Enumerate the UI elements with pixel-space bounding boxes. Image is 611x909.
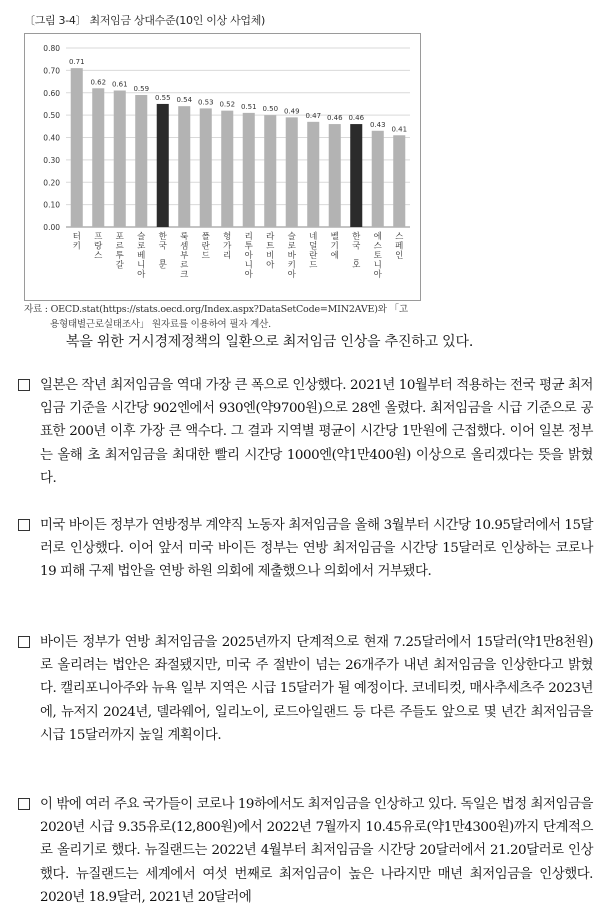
- data-label: 0.52: [219, 100, 236, 109]
- y-tick-label: 0.20: [43, 178, 60, 188]
- bar: [350, 124, 362, 227]
- x-tick-label: 룩 셈 부 르 크: [180, 232, 189, 280]
- x-tick-label: 스 페 인: [395, 232, 404, 261]
- y-tick-label: 0.80: [43, 44, 60, 53]
- chart-svg: [25, 34, 420, 300]
- y-tick-label: 0.00: [43, 223, 60, 232]
- bullet-box-icon: [18, 636, 30, 648]
- paragraph-text: 이 밖에 여러 주요 국가들이 코로나 19하에서도 최저임금을 인상하고 있다. 독일은 법정 최저임금을 2020년 시급 9.35유로(12,800원)에서 2022년 7월까지 10.45유로(약1만4300원)까지 단계적으로 올리기로 했다. 뉴질랜드는 2022년 4월부터 최저임금을 시간당 20달러에서 21.20달러로 인상했다. 뉴질랜드는 세계에서 여섯 번째로 최저임금이 높은 나라지만 매년 최저임금을 인상했다. 2020년 18.9달러, 2021년 20달러에: [40, 797, 593, 905]
- figure-title: 〔그림 3-4〕 최저임금 상대수준(10인 이상 사업체): [24, 14, 266, 27]
- data-label: 0.54: [176, 96, 193, 105]
- bar: [114, 91, 126, 227]
- data-label: 0.47: [305, 111, 322, 120]
- x-tick-label: 에 스 토 니 아: [373, 232, 382, 280]
- x-tick-label: 터 키: [72, 232, 81, 252]
- x-tick-label: 라 트 비 아: [266, 232, 275, 271]
- data-label: 0.49: [283, 107, 300, 116]
- x-tick-label: 프 랑 스: [94, 232, 103, 261]
- paragraph-text: 바이든 정부가 연방 최저임금을 2025년까지 단계적으로 현재 7.25달러에서 15달러(약1만8천원)로 올리려는 법안은 좌절됐지만, 미국 주 절반이 넘는 26개주가 내년 최저임금을 인상한다고 밝혔다. 캘리포니아주와 뉴욕 일부 지역은 시급 15달러가 될 예정이다. 코네티컷, 매사추세츠주 2023년에, 뉴저지 2024년, 델라웨어, 일리노이, 로드아일랜드 등 다른 주들도 앞으로 몇 년간 최저임금을 시급 15달러까지 높일 계획이다.: [40, 635, 593, 743]
- paragraph-text: 일본은 작년 최저임금을 역대 가장 큰 폭으로 인상했다. 2021년 10월부터 적용하는 전국 평균 최저임금 기준을 시간당 902엔에서 930엔(약9700원)으로 28엔 올렸다. 최저임금을 시급 기준으로 공표한 200년 이후 가장 큰 액수다. 그 결과 지역별 평균이 시간당 1만원에 근접했다. 이어 일본 정부는 올해 초 최저임금을 최대한 빨리 시간당 1000엔(약1만400원) 이상으로 올리겠다는 뜻을 밝혔다.: [40, 378, 593, 486]
- bar: [243, 113, 255, 227]
- bar-chart: [24, 33, 421, 301]
- x-tick-label: 네 덜 란 드: [309, 232, 318, 271]
- x-tick-label: 리 투 아 니 아: [244, 232, 253, 280]
- data-label: 0.51: [240, 102, 257, 111]
- bar: [157, 104, 169, 227]
- paragraph-text: 미국 바이든 정부가 연방정부 계약직 노동자 최저임금을 올해 3월부터 시간당 10.95달러에서 15달러로 인상했다. 이어 앞서 미국 바이든 정부는 연방 최저임금을 시간당 15달러로 인상하는 코로나19 피해 구제 법안을 연방 하원 의회에 제출했으나 의회에서 거부됐다.: [40, 518, 593, 580]
- paragraph-us-states: [18, 631, 593, 747]
- x-tick-label: 슬 로 바 키 아: [287, 232, 296, 280]
- bar: [178, 106, 190, 227]
- bar: [200, 108, 212, 227]
- data-label: 0.43: [369, 120, 386, 129]
- data-label: 0.71: [68, 58, 85, 67]
- bar: [307, 122, 319, 227]
- bar: [71, 68, 83, 227]
- paragraph-japan: [18, 374, 593, 490]
- bullet-box-icon: [18, 519, 30, 531]
- x-tick-label: 헝 가 리: [223, 232, 232, 261]
- bar: [286, 117, 298, 227]
- y-tick-label: 0.10: [43, 200, 60, 210]
- bar: [264, 115, 276, 227]
- paragraph-other-countries: [18, 793, 593, 909]
- y-tick-label: 0.40: [43, 133, 60, 143]
- y-tick-label: 0.60: [43, 88, 60, 98]
- data-label: 0.46: [326, 114, 343, 123]
- data-label: 0.55: [154, 93, 171, 102]
- x-tick-label: 벨 기 에: [330, 232, 339, 261]
- x-tick-label: 포 르 투 갈: [115, 232, 124, 271]
- x-tick-label: 슬 로 베 니 아: [137, 232, 146, 280]
- bar: [393, 135, 405, 227]
- y-tick-label: 0.30: [43, 155, 60, 165]
- data-label: 0.62: [90, 78, 107, 87]
- x-tick-label: 한 국 _ 오: [352, 232, 361, 271]
- data-label: 0.41: [391, 125, 408, 134]
- bar: [329, 124, 341, 227]
- bullet-box-icon: [18, 379, 30, 391]
- bar: [221, 111, 233, 227]
- bullet-box-icon: [18, 798, 30, 810]
- lead-line: 복을 위한 거시경제정책의 일환으로 최저임금 인상을 추진하고 있다.: [66, 334, 474, 350]
- data-label: 0.50: [262, 105, 279, 114]
- data-label: 0.59: [133, 84, 150, 93]
- source-line-1: 자료 : OECD.stat(https://stats.oecd.org/Index.aspx?DataSetCode=MIN2AVE)와 「고: [24, 304, 408, 315]
- y-tick-label: 0.50: [43, 111, 60, 121]
- paragraph-us-federal: [18, 514, 593, 584]
- data-label: 0.53: [197, 98, 214, 107]
- figure-source: [24, 302, 444, 332]
- source-line-2: 용형태별근로실태조사」 원자료를 이용하여 필자 계산.: [50, 319, 271, 330]
- x-tick-label: 한 국 _ 분: [158, 232, 167, 271]
- bar: [372, 131, 384, 227]
- bar: [135, 95, 147, 227]
- y-tick-label: 0.70: [43, 66, 60, 76]
- x-tick-label: 폴 란 드: [201, 232, 210, 261]
- data-label: 0.46: [348, 114, 365, 123]
- bar: [92, 88, 104, 227]
- data-label: 0.61: [111, 80, 128, 89]
